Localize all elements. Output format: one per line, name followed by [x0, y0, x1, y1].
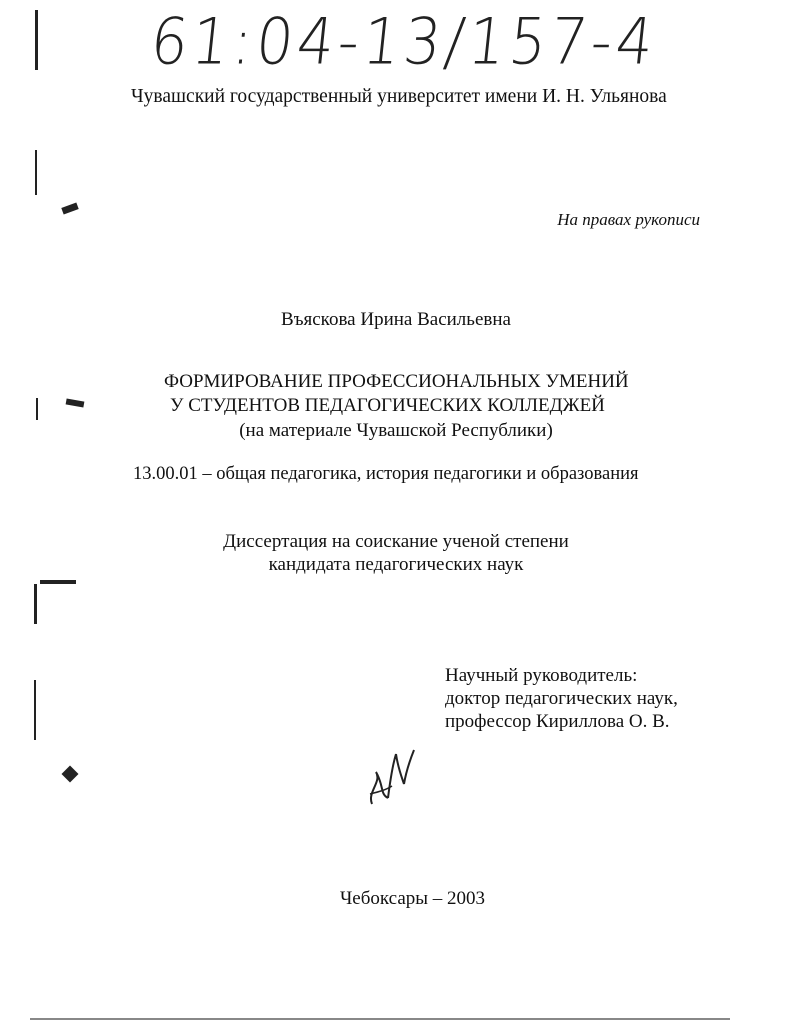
scan-mark-3: [40, 580, 76, 584]
title-line-1: ФОРМИРОВАНИЕ ПРОФЕССИОНАЛЬНЫХ УМЕНИЙ: [164, 371, 629, 392]
rights-note: На правах рукописи: [557, 210, 700, 229]
supervisor-label: Научный руководитель:: [445, 665, 638, 686]
scan-margin-line-top: [35, 10, 38, 70]
supervisor-degree: доктор педагогических наук,: [445, 688, 678, 709]
scan-mark-2: [66, 398, 85, 407]
scan-margin-line-bottom: [34, 584, 37, 624]
place-and-year: Чебоксары – 2003: [339, 888, 486, 909]
supervisor-name: профессор Кириллова О. В.: [445, 711, 670, 732]
specialty-code: 13.00.01 – общая педагогика, история педагогики и образования: [133, 464, 639, 484]
scan-margin-line-low: [36, 398, 38, 420]
dissertation-line-2: кандидата педагогических наук: [268, 554, 524, 575]
signature-icon: [362, 742, 422, 812]
dissertation-line-1: Диссертация на соискание ученой степени: [223, 531, 569, 552]
archive-code-handwritten: 61:04-13/157-4: [147, 4, 661, 79]
scan-mark-1: [61, 202, 78, 214]
scan-mark-4: [62, 766, 79, 783]
scan-margin-line-bottom-2: [34, 680, 36, 740]
title-subtitle: (на материале Чувашской Республики): [239, 420, 553, 441]
author-name: Въяскова Ирина Васильевна: [281, 309, 511, 330]
title-line-2: У СТУДЕНТОВ ПЕДАГОГИЧЕСКИХ КОЛЛЕДЖЕЙ: [170, 395, 605, 416]
university-name: Чувашский государственный университет имени И. Н. Ульянова: [131, 86, 667, 107]
scan-margin-line-mid: [35, 150, 37, 195]
scan-bottom-line: [30, 1018, 730, 1020]
